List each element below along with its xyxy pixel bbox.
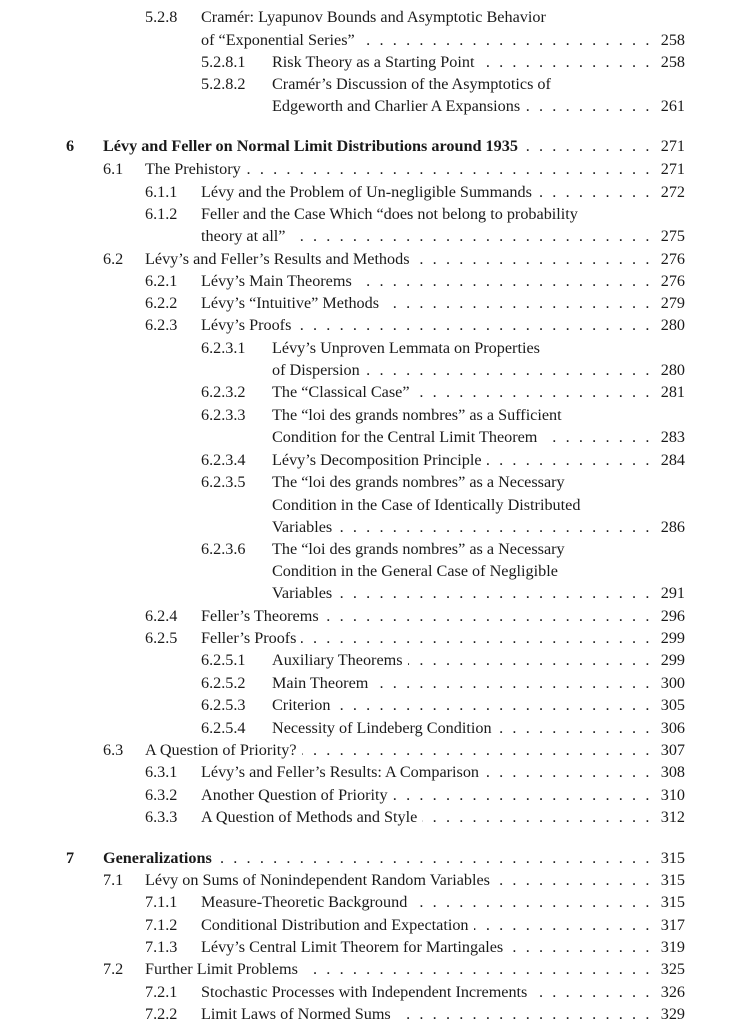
section-number: 6.1 bbox=[103, 160, 124, 178]
dot-leader bbox=[422, 808, 652, 827]
page-number: 280 bbox=[660, 316, 685, 334]
dot-leader bbox=[537, 183, 652, 202]
entry-title-cont: Variables bbox=[272, 518, 333, 536]
section-number: 5.2.8.1 bbox=[201, 53, 246, 71]
section-number: 6.1.2 bbox=[145, 205, 178, 223]
page-number: 299 bbox=[660, 629, 685, 647]
page-number: 279 bbox=[660, 294, 685, 312]
entry-title: Main Theorem bbox=[272, 674, 369, 692]
page-number: 271 bbox=[660, 160, 685, 178]
section-number: 6.2 bbox=[103, 250, 124, 268]
entry-title: Risk Theory as a Starting Point bbox=[272, 53, 475, 71]
section-number: 6.2.3.3 bbox=[201, 406, 246, 424]
section-number: 6.2.2 bbox=[145, 294, 178, 312]
page-number: 315 bbox=[660, 893, 685, 911]
section-number: 6.2.3.1 bbox=[201, 339, 246, 357]
page-number: 325 bbox=[660, 960, 685, 978]
page-number: 276 bbox=[660, 250, 685, 268]
page-number: 299 bbox=[660, 651, 685, 669]
entry-title: The “loi des grands nombres” as a Necessary bbox=[272, 473, 565, 491]
page-number: 307 bbox=[660, 741, 685, 759]
entry-title: Lévy on Sums of Nonindependent Random Variables bbox=[145, 871, 490, 889]
section-number: 7.1.3 bbox=[145, 938, 178, 956]
section-number: 7.1.2 bbox=[145, 916, 178, 934]
page-number: 272 bbox=[660, 183, 685, 201]
dot-leader bbox=[408, 651, 652, 670]
entry-title: The “Classical Case” bbox=[272, 383, 410, 401]
entry-title: Necessity of Lindeberg Condition bbox=[272, 719, 492, 737]
dot-leader bbox=[324, 607, 652, 626]
page-number: 291 bbox=[660, 584, 685, 602]
section-number: 7.1 bbox=[103, 871, 124, 889]
section-number: 7.2.2 bbox=[145, 1005, 178, 1023]
dot-leader bbox=[335, 696, 652, 715]
page-number: 286 bbox=[660, 518, 685, 536]
dot-leader bbox=[474, 916, 652, 935]
section-number: 6.3.3 bbox=[145, 808, 178, 826]
section-number: 6.3.2 bbox=[145, 786, 178, 804]
entry-title: Lévy’s Main Theorems bbox=[201, 272, 352, 290]
entry-title: Cramér: Lyapunov Bounds and Asymptotic Behavior bbox=[201, 8, 546, 26]
entry-title-cont: Condition in the General Case of Negligible bbox=[272, 562, 558, 580]
page-number: 280 bbox=[660, 361, 685, 379]
dot-leader bbox=[302, 741, 652, 760]
dot-leader bbox=[337, 518, 652, 537]
entry-title-cont: Edgeworth and Charlier A Expansions bbox=[272, 97, 521, 115]
page-number: 312 bbox=[660, 808, 685, 826]
page-number: 306 bbox=[660, 719, 685, 737]
entry-title: Another Question of Priority bbox=[201, 786, 388, 804]
section-number: 6.2.3.2 bbox=[201, 383, 246, 401]
dot-leader bbox=[495, 871, 652, 890]
entry-title: Feller and the Case Which “does not belong to probability bbox=[201, 205, 578, 223]
page-number: 326 bbox=[660, 983, 685, 1001]
entry-title-cont: Condition in the Case of Identically Distributed bbox=[272, 496, 581, 514]
page-number: 275 bbox=[660, 227, 685, 245]
entry-title: The Prehistory bbox=[145, 160, 241, 178]
chapter-number: 7 bbox=[66, 849, 75, 867]
section-number: 6.3 bbox=[103, 741, 124, 759]
entry-title: Lévy’s and Feller’s Results: A Comparison bbox=[201, 763, 480, 781]
section-number: 6.2.5 bbox=[145, 629, 178, 647]
page-number: 296 bbox=[660, 607, 685, 625]
section-number: 7.1.1 bbox=[145, 893, 178, 911]
page-number: 300 bbox=[660, 674, 685, 692]
entry-title: Lévy and the Problem of Un-negligible Summands bbox=[201, 183, 532, 201]
entry-title: The “loi des grands nombres” as a Sufficient bbox=[272, 406, 562, 424]
section-number: 6.2.5.2 bbox=[201, 674, 246, 692]
page-number: 283 bbox=[660, 428, 685, 446]
entry-title: Criterion bbox=[272, 696, 331, 714]
dot-leader bbox=[291, 227, 653, 246]
entry-title: Lévy’s and Feller’s Results and Methods bbox=[145, 250, 410, 268]
page-number: 317 bbox=[660, 916, 685, 934]
entry-title: A Question of Methods and Style bbox=[201, 808, 418, 826]
entry-title: Lévy’s “Intuitive” Methods bbox=[201, 294, 380, 312]
section-number: 6.1.1 bbox=[145, 183, 178, 201]
section-number: 6.2.3 bbox=[145, 316, 178, 334]
dot-leader bbox=[296, 316, 652, 335]
page-number: 305 bbox=[660, 696, 685, 714]
dot-leader bbox=[497, 719, 652, 738]
entry-title: Lévy’s Decomposition Principle bbox=[272, 451, 482, 469]
dot-leader bbox=[337, 584, 652, 603]
section-number: 7.2 bbox=[103, 960, 124, 978]
section-number: 6.2.5.3 bbox=[201, 696, 246, 714]
dot-leader bbox=[396, 1005, 652, 1024]
dot-leader bbox=[393, 786, 652, 805]
page-number: 308 bbox=[660, 763, 685, 781]
section-number: 6.2.3.6 bbox=[201, 540, 246, 558]
entry-title: Stochastic Processes with Independent Increments bbox=[201, 983, 528, 1001]
entry-title-cont: of “Exponential Series” bbox=[201, 31, 355, 49]
entry-title-cont: Condition for the Central Limit Theorem bbox=[272, 428, 538, 446]
dot-leader bbox=[415, 383, 652, 402]
dot-leader bbox=[303, 960, 652, 979]
chapter-title: Lévy and Feller on Normal Limit Distributions around 1935 bbox=[103, 137, 518, 155]
dot-leader bbox=[525, 97, 652, 116]
dot-leader bbox=[365, 361, 652, 380]
page-number: 310 bbox=[660, 786, 685, 804]
section-number: 6.2.5.4 bbox=[201, 719, 246, 737]
entry-title: The “loi des grands nombres” as a Necessary bbox=[272, 540, 565, 558]
section-number: 6.2.3.5 bbox=[201, 473, 246, 491]
dot-leader bbox=[484, 763, 652, 782]
dot-leader bbox=[360, 31, 652, 50]
dot-leader bbox=[384, 294, 652, 313]
dot-leader bbox=[480, 53, 653, 72]
page-number: 276 bbox=[660, 272, 685, 290]
entry-title: Feller’s Theorems bbox=[201, 607, 319, 625]
entry-title: Conditional Distribution and Expectation bbox=[201, 916, 469, 934]
section-number: 6.2.1 bbox=[145, 272, 178, 290]
chapter-number: 6 bbox=[66, 137, 75, 155]
page-number: 315 bbox=[660, 871, 685, 889]
section-number: 5.2.8.2 bbox=[201, 75, 246, 93]
dot-leader bbox=[217, 849, 652, 868]
entry-title: Measure-Theoretic Background bbox=[201, 893, 408, 911]
section-number: 6.2.4 bbox=[145, 607, 178, 625]
page-number: 261 bbox=[660, 97, 685, 115]
page-number: 271 bbox=[660, 137, 685, 155]
entry-title: Auxiliary Theorems bbox=[272, 651, 403, 669]
dot-leader bbox=[508, 938, 652, 957]
page-number: 319 bbox=[660, 938, 685, 956]
entry-title: Further Limit Problems bbox=[145, 960, 298, 978]
section-number: 7.2.1 bbox=[145, 983, 178, 1001]
page-number: 258 bbox=[660, 31, 685, 49]
dot-leader bbox=[412, 893, 652, 912]
page-number: 258 bbox=[660, 53, 685, 71]
section-number: 6.2.3.4 bbox=[201, 451, 246, 469]
entry-title-cont: theory at all” bbox=[201, 227, 286, 245]
entry-title: Lévy’s Central Limit Theorem for Martingales bbox=[201, 938, 504, 956]
page-number: 281 bbox=[660, 383, 685, 401]
entry-title: Feller’s Proofs bbox=[201, 629, 297, 647]
dot-leader bbox=[542, 428, 652, 447]
entry-title: Lévy’s Proofs bbox=[201, 316, 292, 334]
page-number: 315 bbox=[660, 849, 685, 867]
entry-title: Limit Laws of Normed Sums bbox=[201, 1005, 391, 1023]
entry-title: Lévy’s Unproven Lemmata on Properties bbox=[272, 339, 540, 357]
dot-leader bbox=[246, 160, 652, 179]
dot-leader bbox=[523, 137, 652, 156]
dot-leader bbox=[487, 451, 652, 470]
dot-leader bbox=[415, 250, 652, 269]
page-number: 329 bbox=[660, 1005, 685, 1023]
dot-leader bbox=[357, 272, 652, 291]
dot-leader bbox=[532, 983, 652, 1002]
chapter-title: Generalizations bbox=[103, 849, 212, 867]
section-number: 6.3.1 bbox=[145, 763, 178, 781]
entry-title: Cramér’s Discussion of the Asymptotics of bbox=[272, 75, 551, 93]
dot-leader bbox=[301, 629, 652, 648]
section-number: 6.2.5.1 bbox=[201, 651, 246, 669]
dot-leader bbox=[373, 674, 652, 693]
page-number: 284 bbox=[660, 451, 685, 469]
entry-title-cont: of Dispersion bbox=[272, 361, 360, 379]
entry-title: A Question of Priority? bbox=[145, 741, 297, 759]
entry-title-cont: Variables bbox=[272, 584, 333, 602]
section-number: 5.2.8 bbox=[145, 8, 178, 26]
